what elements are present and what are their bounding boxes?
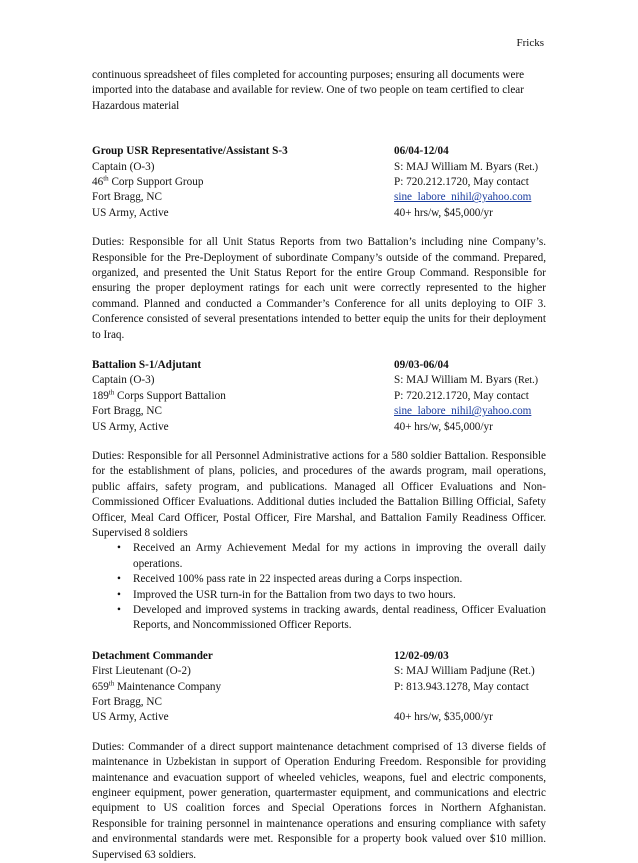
- job-dates: 06/04-12/04: [394, 145, 449, 158]
- supervisor-note: (Ret.): [514, 375, 539, 387]
- job-hours: 40+ hrs/w, $45,000/yr: [394, 420, 493, 433]
- job-title: Battalion S-1/Adjutant: [92, 359, 202, 372]
- job-branch-row: [92, 420, 546, 435]
- unit-number: 189: [92, 389, 109, 402]
- job-branch: US Army, Active: [92, 711, 169, 724]
- unit-name: Maintenance Company: [114, 680, 222, 693]
- job-rank-row: [92, 160, 546, 175]
- job-supervisor: S: MAJ William Padjune (Ret.): [394, 665, 535, 678]
- supervisor-note: (Ret.): [514, 161, 539, 173]
- job-entry: [92, 144, 546, 343]
- job-unit-row: [92, 389, 546, 404]
- job-location-row: [92, 695, 546, 710]
- job-rank: First Lieutenant (O-2): [92, 665, 191, 678]
- job-title-row: [92, 144, 546, 159]
- job-supervisor: [394, 373, 538, 388]
- job-email-link[interactable]: sine_labore_nihil@yahoo.com: [394, 405, 532, 418]
- list-item-text: Developed and improved systems in tracking awards, dental readiness, Officer Evaluation Reports, and Noncommissioned Officer Reports.: [133, 604, 546, 632]
- job-duties: Duties: Commander of a direct support maintenance detachment comprised of 13 diverse fields of maintenance in Uzbekistan in support of Operation Enduring Freedom. Responsible for providing maintenance and evacuation support of wheeled vehicles, weapons, fuel and electric components, engineer equipment, power generation, quartermaster equipment, and communications and electric equipment to US coalition forces and Special Operations forces in Northern Afghanistan. Responsible for training personnel in maintenance operations and ensuring compliance with safety and environmental standards were met. Responsible for a property book valued over $10 million. Supervised 63 soldiers.: [92, 740, 546, 861]
- list-item-text: Received 100% pass rate in 22 inspected areas during a Corps inspection.: [133, 573, 463, 586]
- job-unit-row: [92, 680, 546, 695]
- job-entry: [92, 649, 546, 863]
- list-item: [117, 572, 546, 587]
- job-location: Fort Bragg, NC: [92, 191, 162, 204]
- unit-ordinal: th: [103, 174, 109, 183]
- job-location: Fort Bragg, NC: [92, 696, 162, 709]
- unit-name: Corps Support Battalion: [114, 389, 226, 402]
- job-hours: 40+ hrs/w, $45,000/yr: [394, 206, 493, 219]
- job-branch: US Army, Active: [92, 420, 169, 433]
- bullet-icon: •: [117, 542, 121, 555]
- job-email-link[interactable]: sine_labore_nihil@yahoo.com: [394, 191, 532, 204]
- job-branch-row: [92, 206, 546, 221]
- unit-number: 659: [92, 680, 109, 693]
- job-entry: [92, 358, 546, 634]
- job-rank: Captain (O-3): [92, 160, 155, 173]
- list-item: [117, 603, 546, 634]
- job-location: Fort Bragg, NC: [92, 405, 162, 418]
- header-name: Fricks: [516, 37, 544, 49]
- list-item-text: Received an Army Achievement Medal for my actions in improving the overall daily operations.: [133, 542, 546, 570]
- job-title: Group USR Representative/Assistant S-3: [92, 145, 288, 158]
- job-duties: Duties: Responsible for all Unit Status Reports from two Battalion’s including nine Company’s. Responsible for the Pre-Deployment of subordinate Company’s outside of the command. Prepared, organized, and presented the Unit Status Report for the entire Group Command. Responsible for ensuring the proper deployment ratings for each unit were correctly represented to the higher command. Planned and conducted a Commander’s Conference for all units deploying to OIF 3. Conference consisted of several presentations intended to better equip the units for their deployment to Iraq.: [92, 236, 546, 341]
- job-duties: Duties: Responsible for all Personnel Administrative actions for a 580 soldier Battalion. Responsible for the establishment of plans, policies, and procedures of the awards program, mail operations, public affairs, safety program, and publications. Managed all Officer Evaluations and Non-Commissioned Officer Evaluations. Additional duties included the Battalion Billing Official, Safety Officer, Meal Card Officer, Postal Officer, Fire Marshal, and Battalion Family Readiness Officer. Supervised 8 soldiers: [92, 449, 546, 539]
- list-item: [117, 541, 546, 572]
- job-title-row: [92, 649, 546, 664]
- job-rank-row: [92, 664, 546, 679]
- job-phone: P: 720.212.1720, May contact: [394, 389, 529, 402]
- job-hours: 40+ hrs/w, $35,000/yr: [394, 711, 493, 724]
- job-phone: P: 813.943.1278, May contact: [394, 680, 529, 693]
- job-title-row: [92, 358, 546, 373]
- unit-ordinal: th: [108, 388, 115, 397]
- list-item: [117, 588, 546, 603]
- job-dates: 09/03-06/04: [394, 359, 449, 372]
- achievements-list: [92, 541, 546, 633]
- unit-name: Corp Support Group: [108, 176, 204, 188]
- job-location-row: [92, 404, 546, 419]
- bullet-icon: •: [117, 604, 121, 617]
- job-dates: 12/02-09/03: [394, 649, 449, 662]
- unit-ordinal: th: [108, 678, 115, 687]
- list-item-text: Improved the USR turn-in for the Battalion from two days to two hours.: [133, 588, 456, 601]
- supervisor-name: S: MAJ William M. Byars: [394, 160, 512, 173]
- supervisor-name: S: MAJ William M. Byars: [394, 374, 512, 387]
- job-supervisor: [394, 160, 538, 175]
- job-unit: [92, 680, 394, 695]
- resume-content: [92, 68, 546, 863]
- job-rank-row: [92, 373, 546, 388]
- job-title: Detachment Commander: [92, 649, 213, 662]
- job-location-row: [92, 190, 546, 205]
- job-rank: Captain (O-3): [92, 374, 155, 387]
- bullet-icon: •: [117, 573, 121, 586]
- job-unit: [92, 175, 394, 190]
- intro-paragraph: continuous spreadsheet of files completed for accounting purposes; ensuring all documents were imported into the database and available for review. One of two people on team certified to clear Hazardous material: [92, 69, 525, 112]
- job-branch-row: [92, 710, 546, 725]
- bullet-icon: •: [117, 588, 121, 601]
- job-branch: US Army, Active: [92, 206, 169, 219]
- unit-number: 46: [92, 176, 104, 188]
- job-phone: P: 720.212.1720, May contact: [394, 176, 529, 188]
- job-unit: [92, 389, 394, 404]
- job-unit-row: [92, 175, 546, 190]
